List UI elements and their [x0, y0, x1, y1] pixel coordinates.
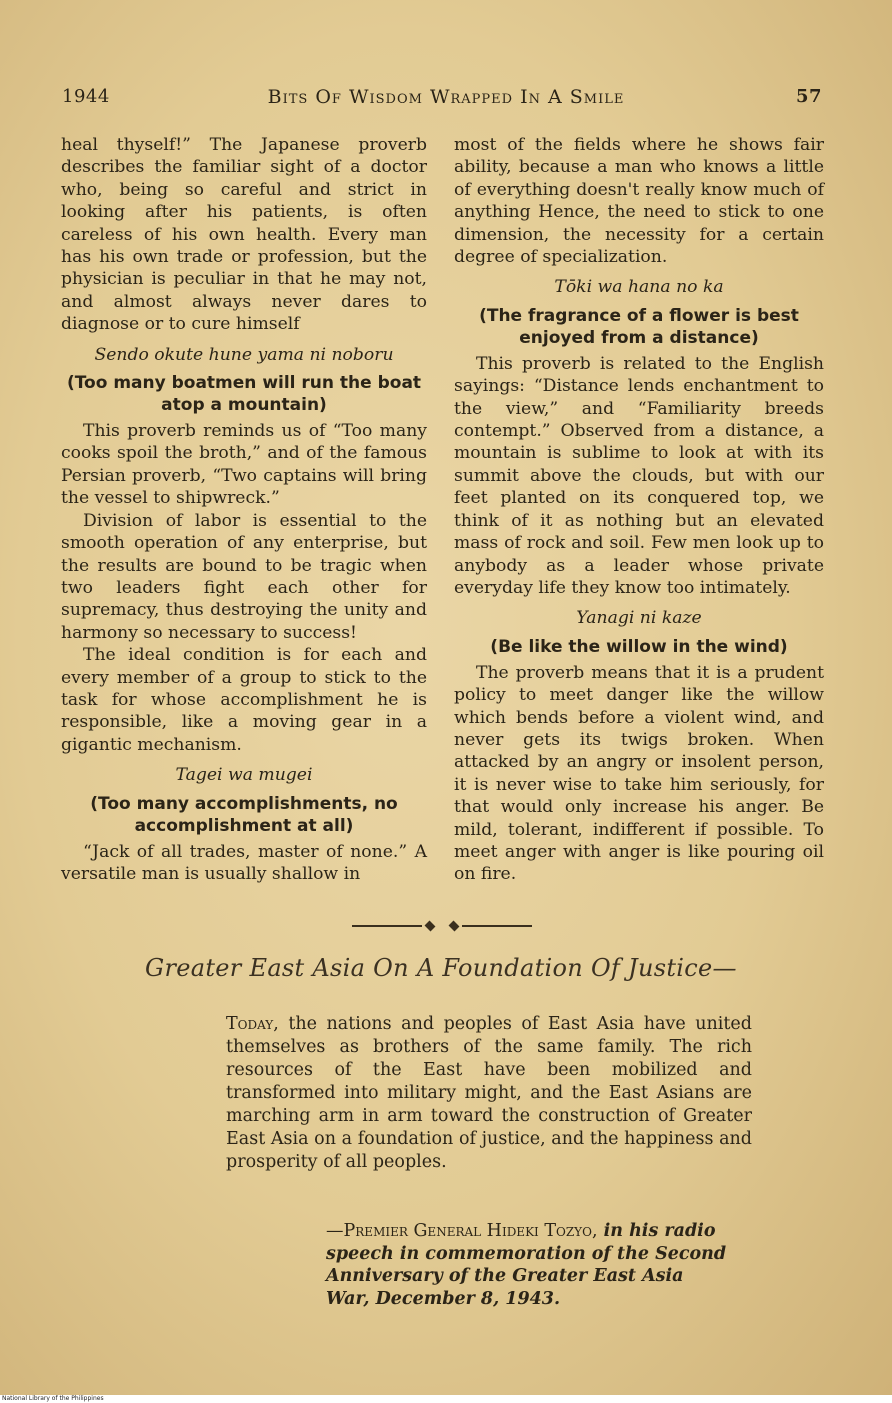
paragraph: heal thyself!” The Japanese proverb describes the familiar sight of a doctor who, being so careful and strict in looking after his patients, is often careless of his own health. Every man has his own trade or profession, but the physician is peculiar in that he may not, and almost always never dares to diagnose or to cure himself — [61, 135, 427, 335]
feature-quote — [226, 1013, 752, 1174]
page-number: 57 — [795, 86, 822, 107]
header-year: 1944 — [62, 86, 110, 107]
quote-text: the nations and peoples of East Asia have united themselves as brothers of the same family. The rich resources of the East have been mobilized and transformed into military might, and the East Asians are marching arm in arm toward the construction of Greater East Asia on a foundation of justice, and the happiness and prosperity of all peoples. — [226, 1014, 752, 1172]
divider-line — [462, 925, 532, 927]
paragraph: The ideal condition is for each and every member of a group to stick to the task for whose accomplishment he is responsible, like a moving gear in a gigantic mechanism. — [61, 645, 427, 755]
proverb-japanese: Yanagi ni kaze — [576, 608, 702, 629]
proverb-translation: (Be like the willow in the wind) — [490, 636, 788, 657]
paragraph: Division of labor is essential to the smooth operation of any enterprise, but the results are bound to be tragic when two leaders fight each other for supremacy, thus destroying the unity and harmony so necessary to success! — [61, 510, 427, 643]
right-column — [454, 134, 824, 886]
feature-title: Greater East Asia On A Foundation Of Justice— — [145, 954, 737, 982]
proverb-translation: (Too many accomplishments, no accomplishment at all) — [90, 793, 398, 836]
left-column — [61, 134, 427, 885]
paragraph: This proverb is related to the English sayings: “Distance lends enchantment to the view,” and “Familiarity breeds contempt.” Observed from a distance, a mountain is sublime to look at with its summit above the clouds, but with our feet planted on its conquered top, we think of it as nothing but an elevated mass of rock and soil. Few men look up to anybody as a leader whose private everyday life they know too intimately. — [454, 353, 824, 598]
divider-line — [352, 925, 422, 927]
ornamental-divider — [352, 919, 532, 933]
divider-diamond-icon — [449, 921, 460, 932]
attribution-name: —Premier General Hideki Tozyo, — [326, 1221, 598, 1241]
paragraph: “Jack of all trades, master of none.” A versatile man is usually shallow in — [61, 841, 427, 884]
attribution-source: in his radio speech in commemoration of the Second Anniversary of the Greater East Asia War, December 8, 1943. — [326, 1221, 727, 1309]
paragraph: This proverb reminds us of “Too many cooks spoil the broth,” and of the famous Persian proverb, “Two captains will bring the vessel to shipwreck.” — [61, 421, 427, 509]
proverb-japanese: Sendo okute hune yama ni noboru — [94, 344, 394, 365]
quote-lead-word: Today, — [226, 1014, 279, 1034]
paragraph: most of the fields where he shows fair ability, because a man who knows a little of everything doesn't really know much of anything Hence, the need to stick to one dimension, the necessity for a certain degree of specialization. — [454, 135, 824, 268]
header-title: Bits Of Wisdom Wrapped In A Smile — [267, 86, 625, 108]
proverb-japanese: Tagei wa mugei — [175, 765, 313, 786]
paragraph: The proverb means that it is a prudent policy to meet danger like the willow which bends before a violent wind, and never gets its twigs broken. When attacked by an angry or insolent person, it is never wise to take him seriously, for that would only increase his anger. Be mild, tolerant, indifferent if possible. To meet anger with anger is like pouring oil on fire. — [454, 662, 824, 885]
proverb-translation: (The fragrance of a flower is best enjoyed from a distance) — [479, 305, 799, 348]
library-credit: National Library of the Philippines — [0, 1395, 892, 1403]
proverb-japanese: Tōki wa hana no ka — [554, 277, 724, 298]
proverb-translation: (Too many boatmen will run the boat atop a mountain) — [66, 373, 422, 416]
divider-diamond-icon — [425, 921, 436, 932]
quote-attribution — [326, 1220, 730, 1310]
